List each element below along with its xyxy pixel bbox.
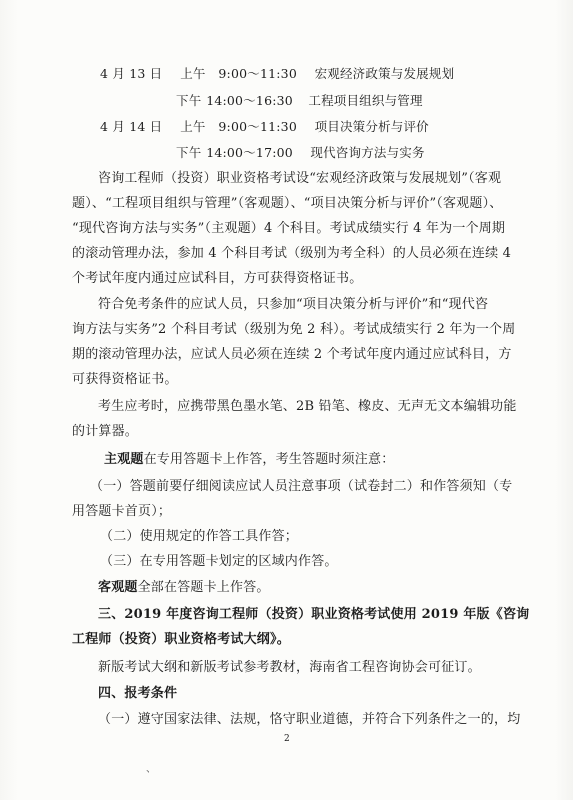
objective-label: 客观题 <box>98 580 138 595</box>
paragraph-line: 的滚动管理办法，参加 4 个科目考试（级别为考全科）的人员必须在连续 4 <box>72 246 512 261</box>
section-heading: 三、2019 年度咨询工程师（投资）职业资格考试使用 2019 年版《咨询 <box>98 607 530 622</box>
paragraph-line: 个考试年度内通过应试科目，方可获得资格证书。 <box>72 271 363 286</box>
subjective-text: 在专用答题卡上作答，考生答题时须注意： <box>143 452 395 467</box>
subjective-line <box>104 451 544 468</box>
schedule-date: 4 月 13 日 <box>100 66 163 81</box>
schedule-period: 上午 <box>180 119 206 134</box>
paragraph-line: “现代咨询方法与实务”（主观题）4 个科目。考试成绩实行 4 年为一个周期 <box>72 221 506 236</box>
paragraph-line: 题）、“工程项目组织与管理”（客观题）、“项目决策分析与评价”（客观题）、 <box>72 196 503 211</box>
schedule-subject: 工程项目组织与管理 <box>308 93 423 108</box>
paragraph-line: 考生应考时，应携带黑色墨水笔、2B 铅笔、橡皮、无声无文本编辑功能 <box>98 399 517 414</box>
schedule-time: 14:00～17:00 <box>206 145 293 160</box>
item-line: （三）在专用答题卡划定的区域内作答。 <box>100 554 338 569</box>
item-line: （一）遵守国家法律、法规，恪守职业道德，并符合下列条件之一的，均 <box>98 712 521 727</box>
subjective-label: 主观题 <box>104 452 144 467</box>
item-line: （一）答题前要仔细阅读应试人员注意事项（试卷封二）和作答须知（专 <box>90 479 513 494</box>
paragraph-line: 的计算器。 <box>72 424 139 439</box>
schedule-date: 4 月 14 日 <box>100 119 163 134</box>
schedule-subject: 项目决策分析与评价 <box>314 119 429 134</box>
schedule-row-3 <box>100 118 540 135</box>
schedule-period: 下午 <box>176 93 202 108</box>
objective-text: 全部在答题卡上作答。 <box>137 580 270 595</box>
schedule-subject: 现代咨询方法与实务 <box>310 145 425 160</box>
schedule-period: 上午 <box>180 66 206 81</box>
paragraph-line: 期的滚动管理办法，应试人员必须在连续 2 个考试年度内通过应试科目，方 <box>72 347 512 362</box>
schedule-time: 14:00～16:30 <box>206 93 293 108</box>
schedule-time: 9:00～11:30 <box>218 66 297 81</box>
paragraph-line: 询方法与实务”2 个科目考试（级别为免 2 科）。考试成绩实行 2 年为一个周 <box>72 322 516 337</box>
item-line: 用答题卡首页）； <box>72 504 172 519</box>
page-number: 2 <box>284 734 290 744</box>
item-line: （二）使用规定的作答工具作答； <box>100 529 299 544</box>
schedule-subject: 宏观经济政策与发展规划 <box>314 66 455 81</box>
paragraph-line: 新版考试大纲和新版考试参考教材，海南省工程咨询协会可征订。 <box>98 660 481 675</box>
paragraph-line: 可获得资格证书。 <box>72 372 178 387</box>
section-heading: 四、报考条件 <box>98 686 178 701</box>
schedule-row-4 <box>176 144 573 161</box>
schedule-row-2 <box>176 92 573 109</box>
paragraph-line: 咨询工程师（投资）职业资格考试设“宏观经济政策与发展规划”（客观 <box>98 171 502 186</box>
schedule-time: 9:00～11:30 <box>218 119 297 134</box>
section-heading: 工程师（投资）职业资格考试大纲》。 <box>72 632 290 647</box>
objective-line <box>98 579 538 596</box>
schedule-period: 下午 <box>176 145 202 160</box>
schedule-row-1 <box>100 65 540 82</box>
stray-mark: 、 <box>146 764 156 775</box>
paragraph-line: 符合免考条件的应试人员，只参加“项目决策分析与评价”和“现代咨 <box>98 297 489 312</box>
